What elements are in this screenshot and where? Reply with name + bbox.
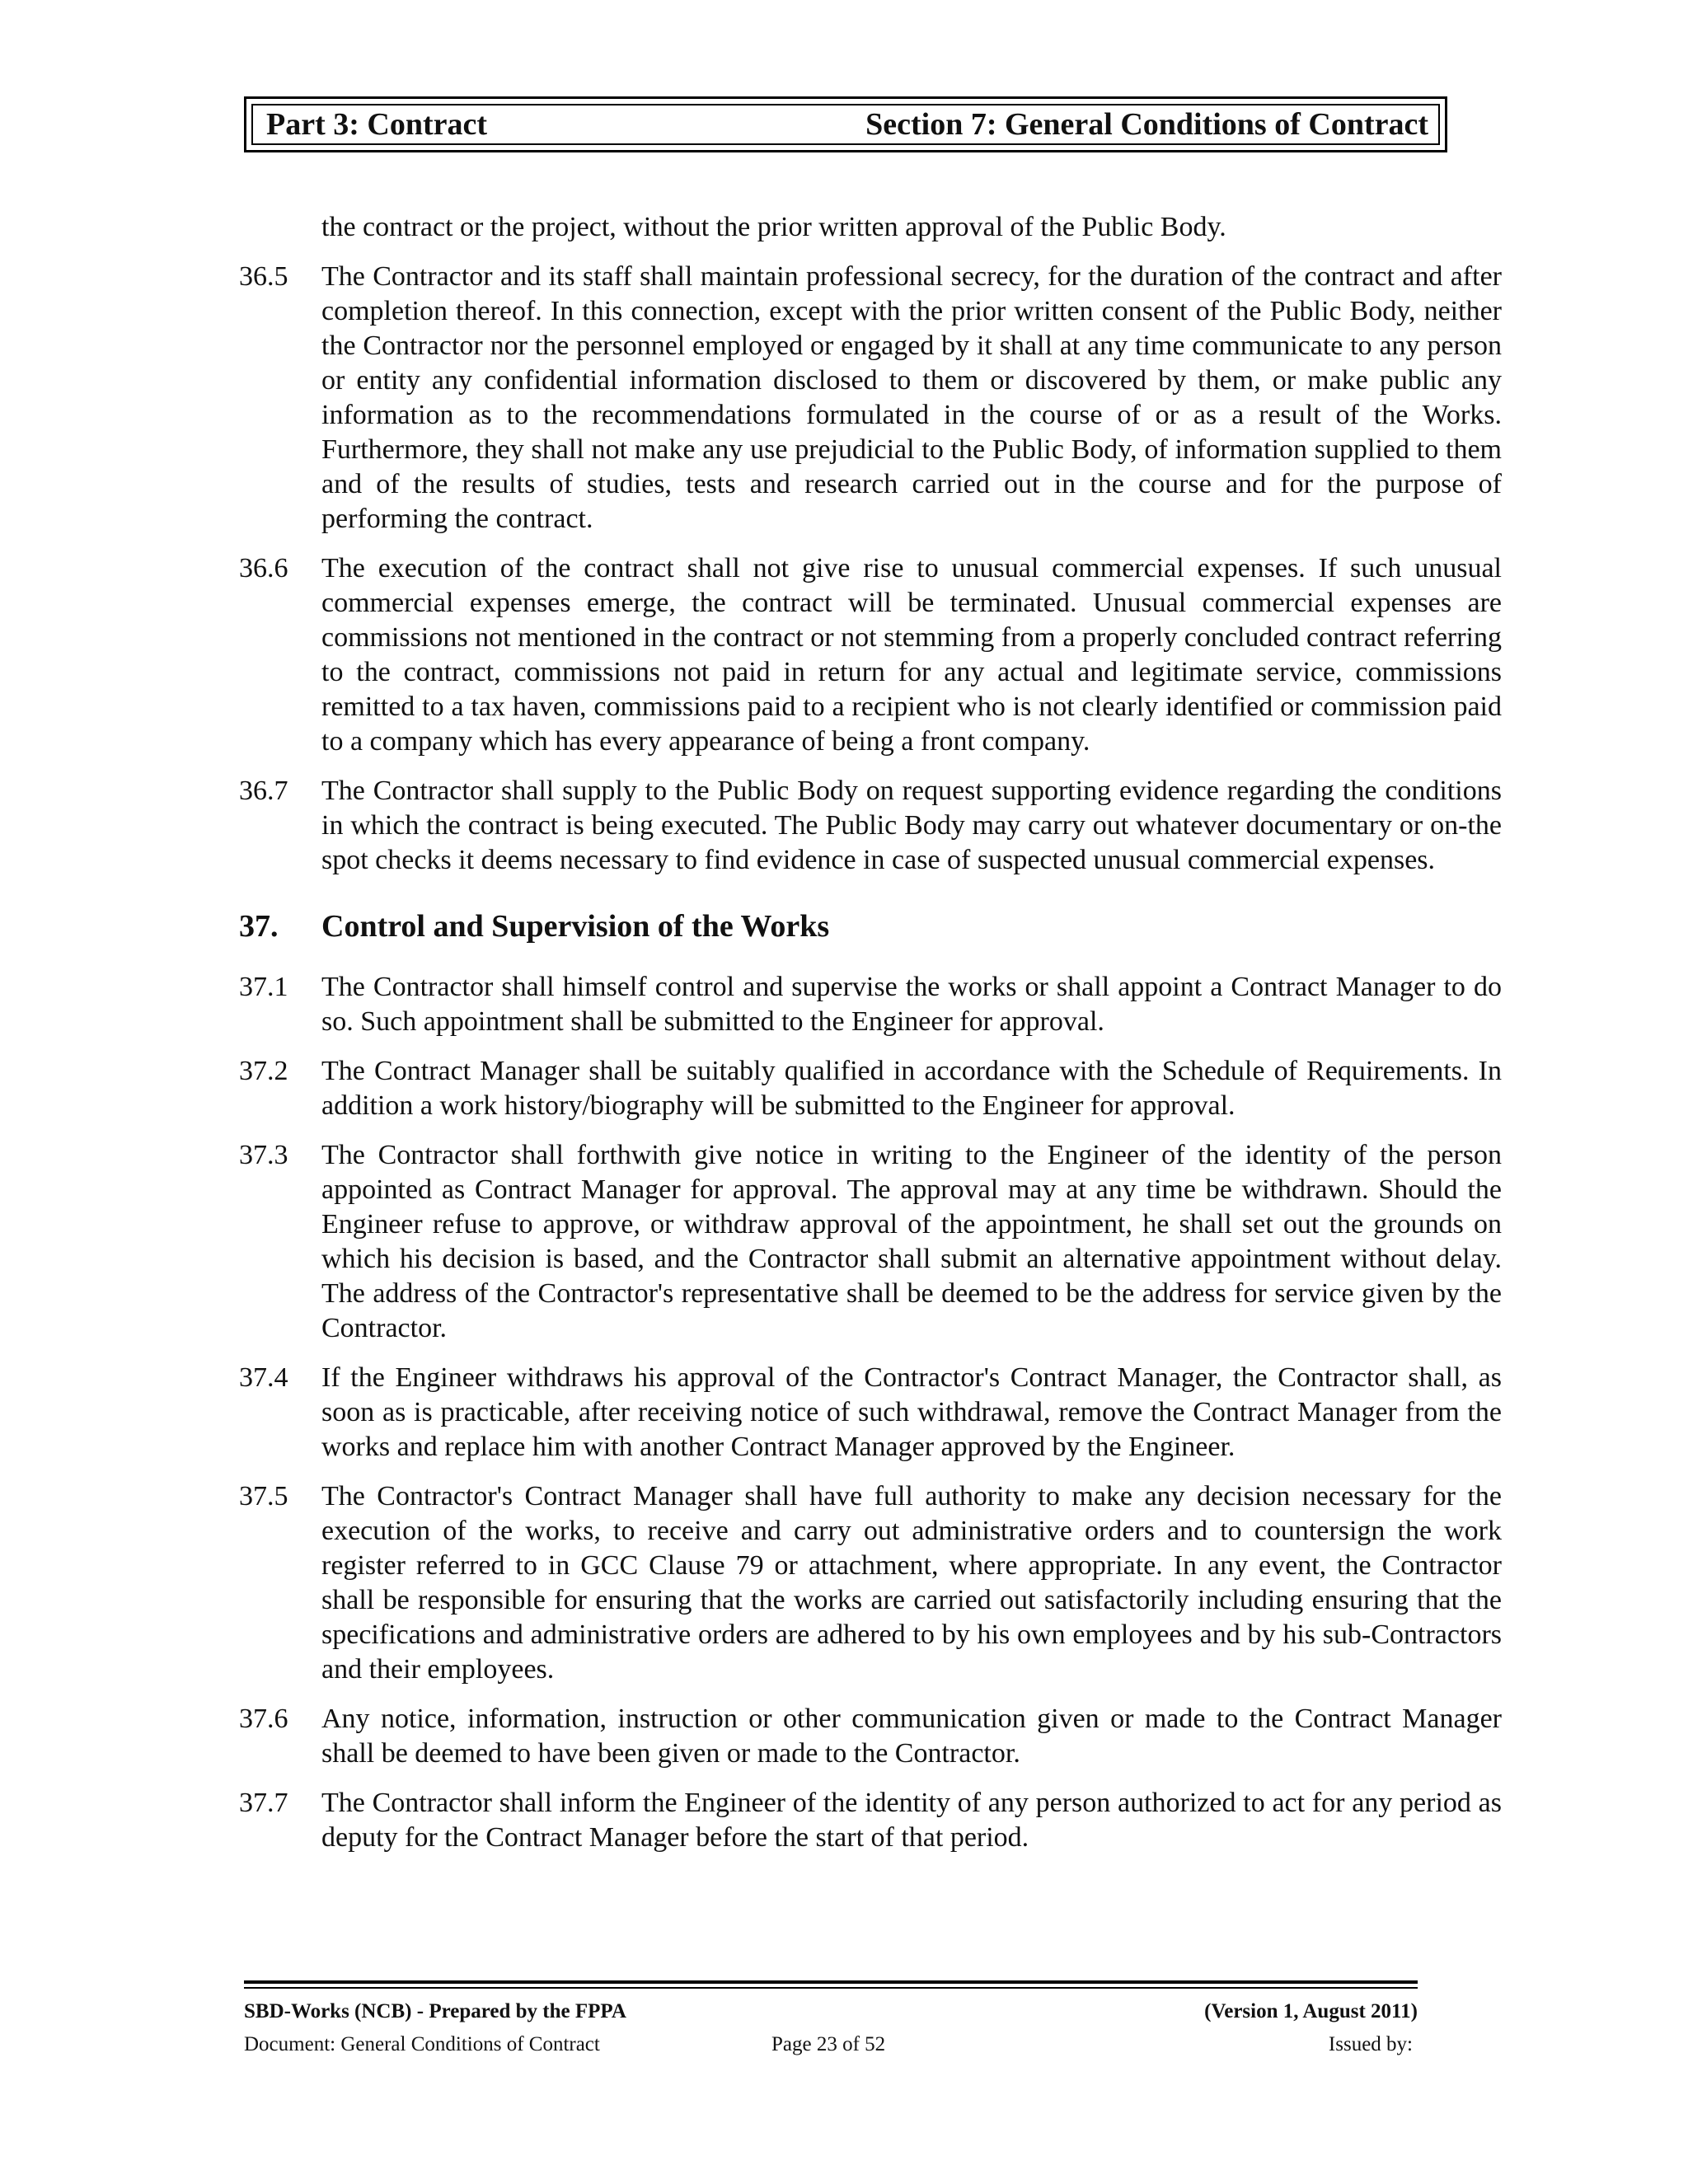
clause-number: 37.6 bbox=[239, 1704, 288, 1734]
clause-36-7 bbox=[239, 774, 1502, 878]
clause-text: Any notice, information, instruction or other communication given or made to the Contract Manager shall be deemed to have been given or made to the Contractor. bbox=[321, 1704, 1502, 1769]
clause-36-5 bbox=[239, 260, 1502, 537]
footer-issued-by: Issued by: bbox=[1328, 2033, 1413, 2055]
clause-37-4 bbox=[239, 1361, 1502, 1465]
clause-text: The Contractor and its staff shall maintain professional secrecy, for the duration of the contract and after completion thereof. In this connection, except with the prior written consent of the Public Body, neither the Contractor nor the personnel employed or engaged by it shall at any time communicate to any person or entity any confidential information disclosed to them or discovered by them, or make public any information as to the recommendations formulated in the course of or as a result of the Works. Furthermore, they shall not make any use prejudicial to the Public Body, of information supplied to them and of the results of studies, tests and research carried out in the course and for the purpose of performing the contract. bbox=[321, 261, 1502, 534]
footer-row bbox=[244, 2033, 1418, 2060]
footer-version: (Version 1, August 2011) bbox=[1204, 2000, 1418, 2022]
footer-row-bold bbox=[244, 2000, 1418, 2023]
header-section-title: Section 7: General Conditions of Contract bbox=[865, 107, 1428, 142]
clause-text: The Contractor shall himself control and supervise the works or shall appoint a Contract Manager to do so. Such appointment shall be submitted to the Engineer for approval. bbox=[321, 972, 1502, 1037]
footer-document-name: Document: General Conditions of Contract bbox=[244, 2033, 600, 2055]
continuation-text: the contract or the project, without the prior written approval of the Public Body. bbox=[321, 212, 1226, 242]
section-title: Control and Supervision of the Works bbox=[321, 909, 830, 944]
section-heading-37 bbox=[239, 907, 1502, 945]
footer-prepared-by: SBD-Works (NCB) - Prepared by the FPPA bbox=[244, 2000, 626, 2022]
clause-37-2 bbox=[239, 1054, 1502, 1123]
clause-text: The Contractor shall supply to the Public Body on request supporting evidence regarding the conditions in which the contract is being executed. The Public Body may carry out whatever documentary or on-the spot checks it deems necessary to find evidence in case of suspected unusual commercial expenses. bbox=[321, 776, 1502, 875]
clause-number: 37.5 bbox=[239, 1481, 288, 1511]
clause-text: The Contractor's Contract Manager shall have full authority to make any decision necessary for the execution of the works, to receive and carry out administrative orders and to countersign the work register referred to in GCC Clause 79 or attachment, where appropriate. In any event, the Contractor shall be responsible for ensuring that the works are carried out satisfactorily including ensuring that the specifications and administrative orders are adhered to by his own employees and by his sub-Contractors and their employees. bbox=[321, 1481, 1502, 1685]
clause-number: 37.1 bbox=[239, 972, 288, 1002]
clause-text: The Contractor shall forthwith give notice in writing to the Engineer of the identity of the person appointed as Contract Manager for approval. The approval may at any time be withdrawn. Should the Engineer refuse to approve, or withdraw approval of the appointment, he shall set out the grounds on which his decision is based, and the Contractor shall submit an alternative appointment without delay. The address of the Contractor's representative shall be deemed to be the address for service given by the Contractor. bbox=[321, 1140, 1502, 1343]
clause-number: 37.2 bbox=[239, 1056, 288, 1086]
clause-number: 36.5 bbox=[239, 261, 288, 292]
clause-37-6 bbox=[239, 1702, 1502, 1771]
clause-number: 37.4 bbox=[239, 1362, 288, 1393]
clause-text: The Contract Manager shall be suitably qualified in accordance with the Schedule of Requirements. In addition a work history/biography will be submitted to the Engineer for approval. bbox=[321, 1056, 1502, 1121]
clause-37-1 bbox=[239, 970, 1502, 1039]
page-header bbox=[244, 96, 1447, 152]
clause-37-5 bbox=[239, 1479, 1502, 1687]
clause-number: 37.3 bbox=[239, 1140, 288, 1170]
section-number: 37. bbox=[239, 909, 279, 944]
clause-37-3 bbox=[239, 1138, 1502, 1346]
document-body bbox=[239, 210, 1502, 1870]
clause-number: 37.7 bbox=[239, 1788, 288, 1818]
header-part-title: Part 3: Contract bbox=[266, 107, 488, 142]
footer-rule-thin bbox=[244, 1987, 1418, 1989]
clause-36-6 bbox=[239, 551, 1502, 759]
footer-page-number: Page 23 of 52 bbox=[771, 2033, 886, 2055]
page-header-inner bbox=[251, 104, 1440, 145]
clause-37-7 bbox=[239, 1786, 1502, 1855]
page-footer bbox=[244, 1980, 1418, 2060]
footer-rule-thick bbox=[244, 1980, 1418, 1984]
clause-text: The Contractor shall inform the Engineer of the identity of any person authorized to act for any period as deputy for the Contract Manager before the start of that period. bbox=[321, 1788, 1502, 1853]
clause-text: If the Engineer withdraws his approval of the Contractor's Contract Manager, the Contractor shall, as soon as is practicable, after receiving notice of such withdrawal, remove the Contract Manager from the works and replace him with another Contract Manager approved by the Engineer. bbox=[321, 1362, 1502, 1462]
clause-text: The execution of the contract shall not give rise to unusual commercial expenses. If such unusual commercial expenses emerge, the contract will be terminated. Unusual commercial expenses are commissions not mentioned in the contract or not stemming from a properly concluded contract referring to the contract, commissions not paid in return for any actual and legitimate service, commissions remitted to a tax haven, commissions paid to a recipient who is not clearly identified or commission paid to a company which has every appearance of being a front company. bbox=[321, 553, 1502, 757]
clause-number: 36.7 bbox=[239, 776, 288, 806]
clause-number: 36.6 bbox=[239, 553, 288, 583]
